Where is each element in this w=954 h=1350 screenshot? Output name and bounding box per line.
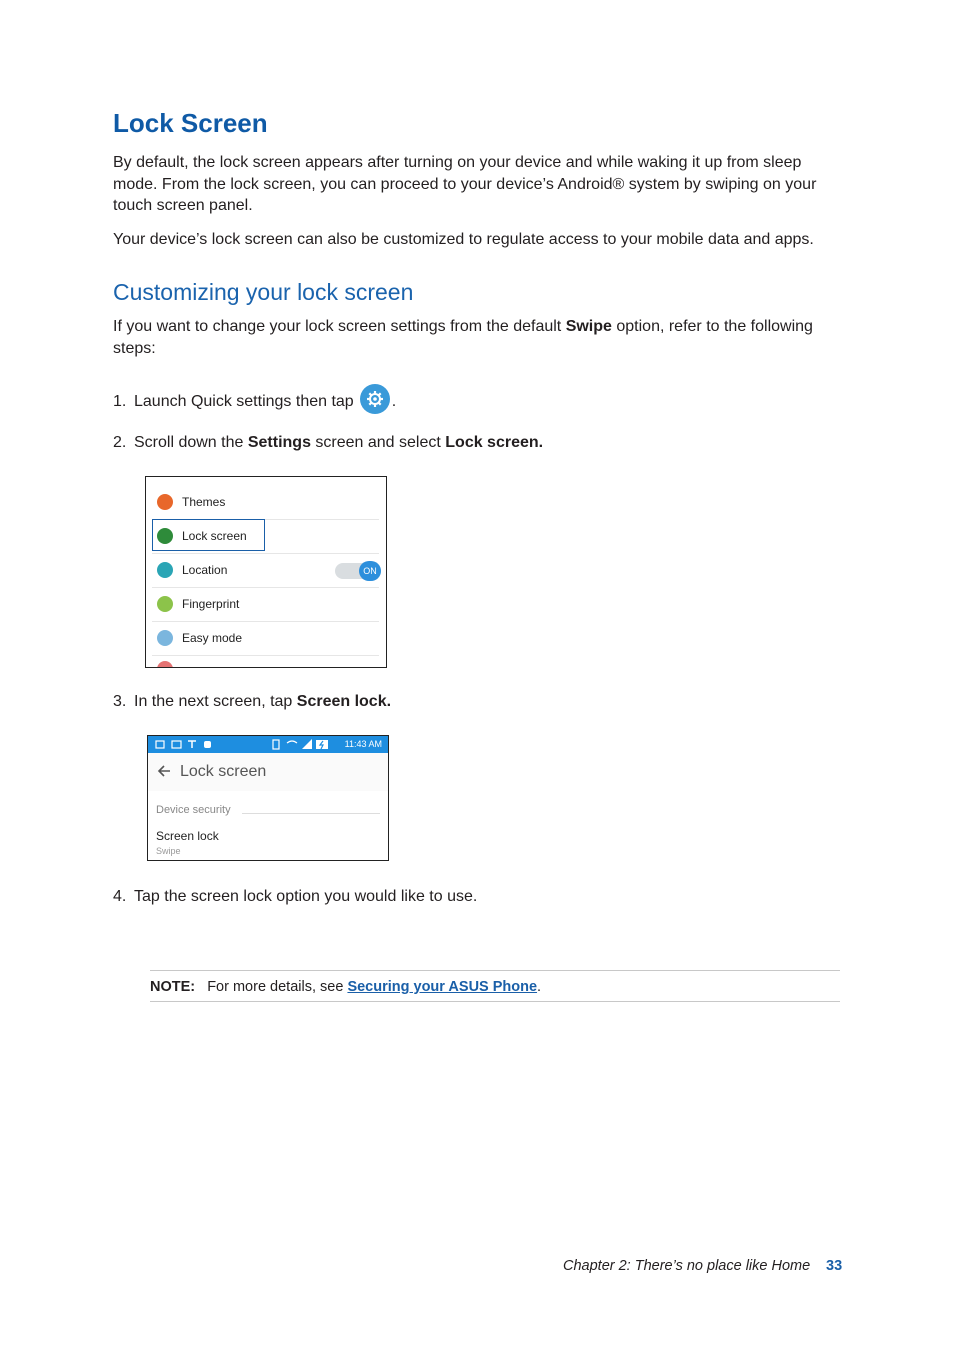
step-3: 3. In the next screen, tap Screen lock.: [113, 693, 392, 710]
app-bar: Lock screen: [148, 753, 388, 791]
lead-paragraph: If you want to change your lock screen settings from the default Swipe option, refer to the following steps:: [113, 318, 813, 357]
location-toggle[interactable]: ON: [335, 561, 383, 579]
settings-item-themes[interactable]: Themes: [152, 485, 379, 520]
section-divider: [242, 813, 380, 814]
chapter-footer: Chapter 2: There’s no place like Home: [563, 1258, 811, 1274]
settings-item-easy-mode[interactable]: Easy mode: [152, 621, 379, 656]
status-bar: 11:43 AM: [148, 736, 388, 753]
fingerprint-icon: [157, 596, 173, 612]
note-label: NOTE:: [150, 979, 196, 995]
securing-phone-link[interactable]: Securing your ASUS Phone: [347, 979, 538, 995]
intro-paragraph-2: Your device’s lock screen can also be customized to regulate access to your mobile data and apps.: [113, 231, 814, 248]
device-security-header: Device security: [156, 804, 231, 816]
note-box: NOTE: For more details, see Securing your ASUS Phone.: [150, 970, 840, 1002]
selection-highlight: [152, 519, 265, 551]
step-4: 4. Tap the screen lock option you would like to use.: [113, 888, 478, 905]
themes-icon: [157, 494, 173, 510]
status-icons: [148, 736, 298, 753]
location-icon: [157, 562, 173, 578]
settings-gear-icon[interactable]: [360, 384, 390, 414]
settings-item-lock-screen[interactable]: Lock screen: [152, 519, 379, 554]
step-1: 1. Launch Quick settings then tap .: [113, 387, 396, 417]
settings-screenshot: [145, 476, 387, 668]
settings-item-location[interactable]: Location ON: [152, 553, 379, 588]
settings-item-fingerprint[interactable]: Fingerprint: [152, 587, 379, 622]
signal-battery-icons: [300, 736, 340, 753]
screen-lock-item[interactable]: Screen lock: [156, 829, 219, 843]
intro-paragraph-1: By default, the lock screen appears after turning on your device and while waking it up from sleep mode. From the lock screen, you can proceed to your device’s Android® system by swiping on your touch screen panel.: [113, 154, 817, 214]
easy-mode-icon: [157, 630, 173, 646]
section-title: Customizing your lock screen: [113, 279, 414, 305]
page-number: 33: [826, 1258, 843, 1274]
step-2: 2. Scroll down the Settings screen and select Lock screen.: [113, 434, 544, 451]
screen-lock-value: Swipe: [156, 846, 181, 856]
page-title: Lock Screen: [113, 108, 268, 138]
lock-screen-screenshot: [147, 735, 389, 861]
partial-item-icon: [157, 661, 173, 668]
back-arrow-icon[interactable]: [156, 763, 172, 779]
